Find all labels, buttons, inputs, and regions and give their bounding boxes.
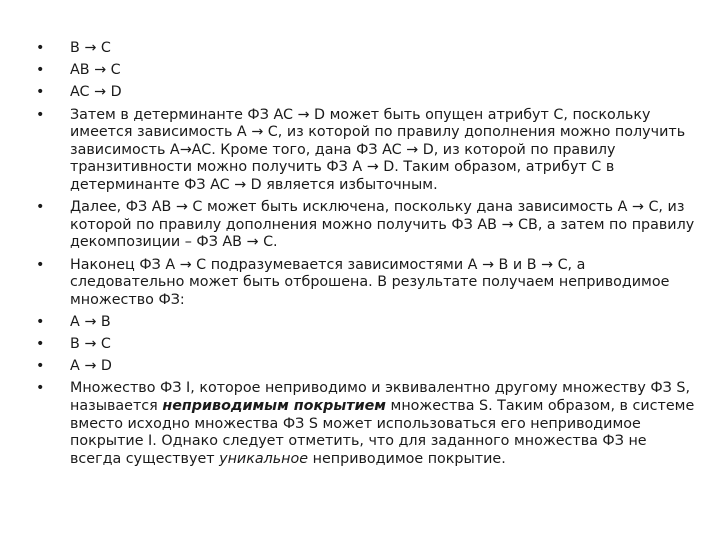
item-text: B → C — [70, 336, 111, 353]
list-item — [36, 314, 696, 332]
term-unique: уникальное — [219, 450, 309, 467]
bullet-list — [36, 40, 696, 473]
bullet-dot: • — [36, 40, 45, 56]
item-text: множества S. Таким образом, в системе вместо исходно множества ФЗ S может использоваться его неприводимое покрытие I. Однако следует отметить, что для заданного множества ФЗ не всегда существует — [70, 398, 695, 467]
term-irreducible-cover: неприводимым покрытием — [162, 398, 386, 415]
item-text: Далее, ФЗ AB → C может быть исключена, поскольку дана зависимость A → C, из которой по правилу дополнения можно получить ФЗ AB → CB, а затем по правилу декомпозиции – ФЗ AB → C. — [70, 199, 695, 251]
item-text: Наконец ФЗ A → C подразумевается зависимостями A → B и B → C, а следовательно может быть отброшена. В результате получаем неприводимое множество ФЗ: — [70, 256, 670, 308]
item-text: неприводимое покрытие. — [308, 450, 506, 467]
bullet-dot: • — [36, 62, 45, 79]
list-item — [36, 380, 696, 468]
bullet-dot: • — [36, 336, 45, 353]
bullet-dot: • — [36, 106, 45, 123]
item-text: B → C — [70, 40, 111, 56]
list-item — [36, 199, 696, 252]
list-item — [36, 107, 696, 195]
list-item — [36, 336, 696, 354]
list-item — [36, 84, 696, 102]
list-item — [36, 40, 696, 58]
list-item — [36, 358, 696, 376]
item-text: A → D — [70, 358, 112, 375]
bullet-dot: • — [36, 313, 45, 330]
bullet-dot: • — [36, 84, 45, 101]
bullet-dot: • — [36, 380, 45, 397]
bullet-dot: • — [36, 358, 45, 375]
item-text: AC → D — [70, 84, 122, 101]
item-text: Затем в детерминанте ФЗ AC → D может быть опущен атрибут C, поскольку имеется зависимость A → C, из которой по правилу дополнения можно получить зависимость A→AC. Кроме того, дана ФЗ AC → D, из которой по правилу транзитивности можно получить ФЗ A → D. Таким образом, атрибут C в детерминанте ФЗ AC → D является избыточным. — [70, 106, 686, 193]
bullet-dot: • — [36, 256, 45, 273]
item-text: Множество ФЗ I, которое неприводимо и эквивалентно другому множеству ФЗ S, называется — [70, 380, 690, 415]
list-item — [36, 257, 696, 310]
list-item — [36, 62, 696, 80]
item-text: A → B — [70, 313, 111, 330]
item-text: AB → C — [70, 62, 121, 79]
bullet-dot: • — [36, 199, 45, 216]
